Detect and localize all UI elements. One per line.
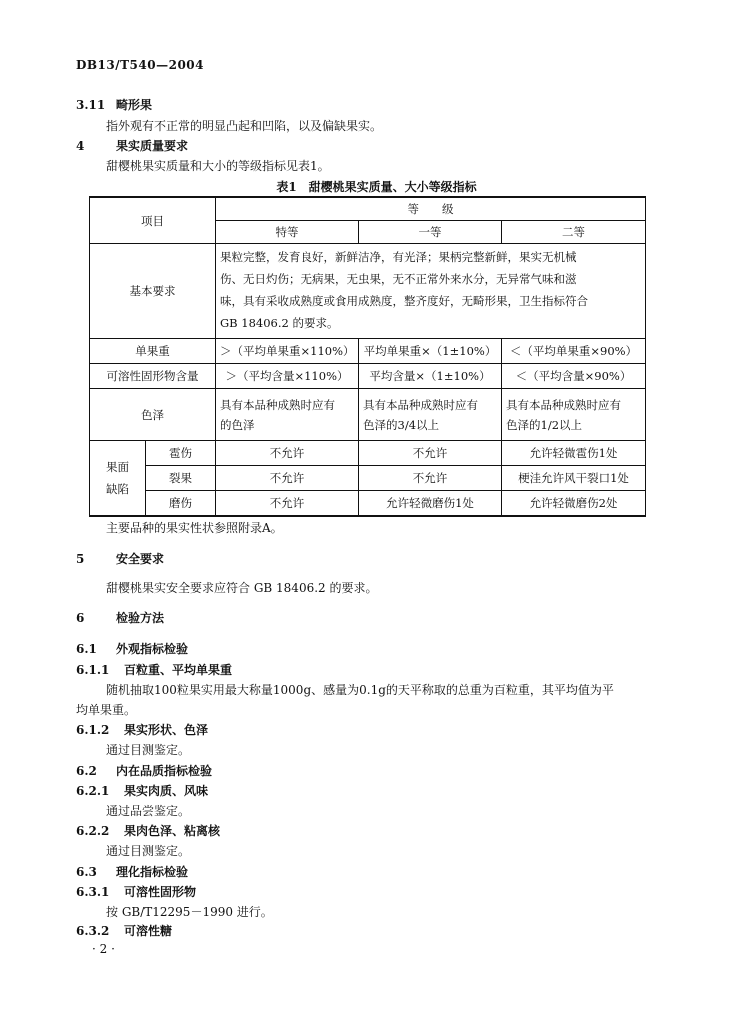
section-title: 果肉色泽、粘离核 <box>124 824 221 838</box>
basic-requirements-text <box>216 244 646 339</box>
table-cell: 不允许 <box>359 441 502 466</box>
section-title: 可溶性固形物 <box>124 885 197 899</box>
section-6-heading <box>76 609 164 626</box>
table-cell <box>359 389 502 441</box>
table-cell: 梗洼允许风干裂口1处 <box>502 466 646 491</box>
section-6-2-1-text: 通过品尝鉴定。 <box>106 804 191 818</box>
cell-line: 具有本品种成熟时应有 <box>363 397 478 412</box>
section-3-11-heading <box>76 96 152 113</box>
basic-requirements-label: 基本要求 <box>90 244 216 339</box>
section-6-2-2-heading <box>76 822 220 839</box>
table-cell: 平均单果重×（1±10%） <box>359 339 502 364</box>
section-number: 4 <box>76 139 85 153</box>
single-fruit-weight-row <box>90 339 646 364</box>
section-5-text: 甜樱桃果实安全要求应符合 GB 18406.2 的要求。 <box>106 581 378 595</box>
table-header-row <box>90 197 646 221</box>
cell-line: 色泽的1/2以上 <box>506 417 583 432</box>
section-title: 百粒重、平均单果重 <box>124 663 233 677</box>
table-note: 主要品种的果实性状参照附录A。 <box>106 521 283 535</box>
section-6-2-2-text: 通过目测鉴定。 <box>106 844 191 858</box>
document-code: DB13/T540—2004 <box>76 58 205 72</box>
defect-name: 裂果 <box>146 466 216 491</box>
defect-name: 雹伤 <box>146 441 216 466</box>
section-6-2-1-heading <box>76 782 208 799</box>
section-title: 内在品质指标检验 <box>116 764 213 778</box>
section-number: 6.2.1 <box>76 784 110 798</box>
section-title: 果实质量要求 <box>116 139 189 153</box>
section-4-heading <box>76 137 188 154</box>
section-number: 6.3 <box>76 865 97 879</box>
section-5-heading <box>76 550 164 567</box>
section-title: 果实肉质、风味 <box>124 784 209 798</box>
defect-row <box>90 441 646 466</box>
section-6-1-2-text: 通过目测鉴定。 <box>106 743 191 757</box>
label-line: 果面 <box>106 459 129 474</box>
section-6-1-1-heading <box>76 661 232 678</box>
section-6-1-1-text: 随机抽取100粒果实用最大称量1000g、感量为0.1g的天平称取的总重为百粒重，其平均值为平 <box>106 683 614 697</box>
defect-row <box>90 466 646 491</box>
section-title: 理化指标检验 <box>116 865 189 879</box>
cell-line: 具有本品种成熟时应有 <box>220 397 335 412</box>
section-title: 可溶性糖 <box>124 924 173 938</box>
section-number: 6.3.2 <box>76 924 110 938</box>
section-6-3-heading <box>76 863 188 880</box>
section-number: 6.1.2 <box>76 723 110 737</box>
table-cell: 允许轻微雹伤1处 <box>502 441 646 466</box>
section-title: 外观指标检验 <box>116 642 189 656</box>
defect-name: 磨伤 <box>146 491 216 516</box>
page-number: · 2 · <box>92 942 115 956</box>
section-number: 6 <box>76 611 85 625</box>
section-6-3-1-heading <box>76 883 196 900</box>
item-header: 项目 <box>90 197 216 244</box>
section-6-2-heading <box>76 762 212 779</box>
basic-requirements-row <box>90 244 646 339</box>
table-cell: 允许轻微磨伤1处 <box>359 491 502 516</box>
section-number: 3.11 <box>76 98 106 112</box>
table-cell: 平均含量×（1±10%） <box>359 364 502 389</box>
label-line: 缺陷 <box>106 481 129 496</box>
table-cell: ＜（平均含量×90%） <box>502 364 646 389</box>
section-4-text: 甜樱桃果实质量和大小的等级指标见表1。 <box>106 159 330 173</box>
table-cell: 不允许 <box>216 491 359 516</box>
table-cell <box>502 389 646 441</box>
table-cell: 不允许 <box>359 466 502 491</box>
section-6-1-1-text-cont: 均单果重。 <box>76 703 137 717</box>
section-number: 6.2.2 <box>76 824 110 838</box>
grade-special: 特等 <box>216 221 359 244</box>
grade-table <box>89 196 646 517</box>
section-6-1-heading <box>76 640 188 657</box>
section-6-3-1-text: 按 GB/T12295－1990 进行。 <box>106 905 273 919</box>
color-row <box>90 389 646 441</box>
section-3-11-text: 指外观有不正常的明显凸起和凹陷，以及偏缺果实。 <box>106 119 383 133</box>
defect-row <box>90 491 646 516</box>
section-number: 5 <box>76 552 85 566</box>
soluble-solids-row <box>90 364 646 389</box>
section-6-1-2-heading <box>76 721 208 738</box>
section-number: 6.3.1 <box>76 885 110 899</box>
section-6-3-2-heading <box>76 922 172 939</box>
table-cell: ＞（平均含量×110%） <box>216 364 359 389</box>
grade-second: 二等 <box>502 221 646 244</box>
soluble-solids-label: 可溶性固形物含量 <box>90 364 216 389</box>
basic-requirements-line: GB 18406.2 的要求。 <box>220 316 339 330</box>
basic-requirements-line: 果粒完整，发育良好，新鲜洁净，有光泽；果柄完整新鲜，果实无机械 <box>220 250 577 264</box>
section-number: 6.2 <box>76 764 97 778</box>
section-number: 6.1.1 <box>76 663 110 677</box>
table-cell: ＞（平均单果重×110%） <box>216 339 359 364</box>
section-title: 畸形果 <box>116 98 153 112</box>
single-fruit-weight-label: 单果重 <box>90 339 216 364</box>
basic-requirements-line: 味，具有采收成熟度或食用成熟度，整齐度好，无畸形果，卫生指标符合 <box>220 294 588 308</box>
grade-first: 一等 <box>359 221 502 244</box>
color-label: 色泽 <box>90 389 216 441</box>
table-cell: ＜（平均单果重×90%） <box>502 339 646 364</box>
table-caption: 表1 甜樱桃果实质量、大小等级指标 <box>276 180 477 194</box>
section-title: 果实形状、色泽 <box>124 723 209 737</box>
table-cell: 允许轻微磨伤2处 <box>502 491 646 516</box>
surface-defect-label <box>90 441 146 516</box>
section-title: 检验方法 <box>116 611 165 625</box>
cell-line: 具有本品种成熟时应有 <box>506 397 621 412</box>
table-cell: 不允许 <box>216 441 359 466</box>
basic-requirements-line: 伤、无日灼伤；无病果，无虫果，无不正常外来水分，无异常气味和滋 <box>220 272 577 286</box>
table-cell <box>216 389 359 441</box>
grade-header: 等 级 <box>216 197 646 221</box>
section-title: 安全要求 <box>116 552 165 566</box>
cell-line: 的色泽 <box>220 417 255 432</box>
section-number: 6.1 <box>76 642 97 656</box>
table-cell: 不允许 <box>216 466 359 491</box>
cell-line: 色泽的3/4以上 <box>363 417 440 432</box>
